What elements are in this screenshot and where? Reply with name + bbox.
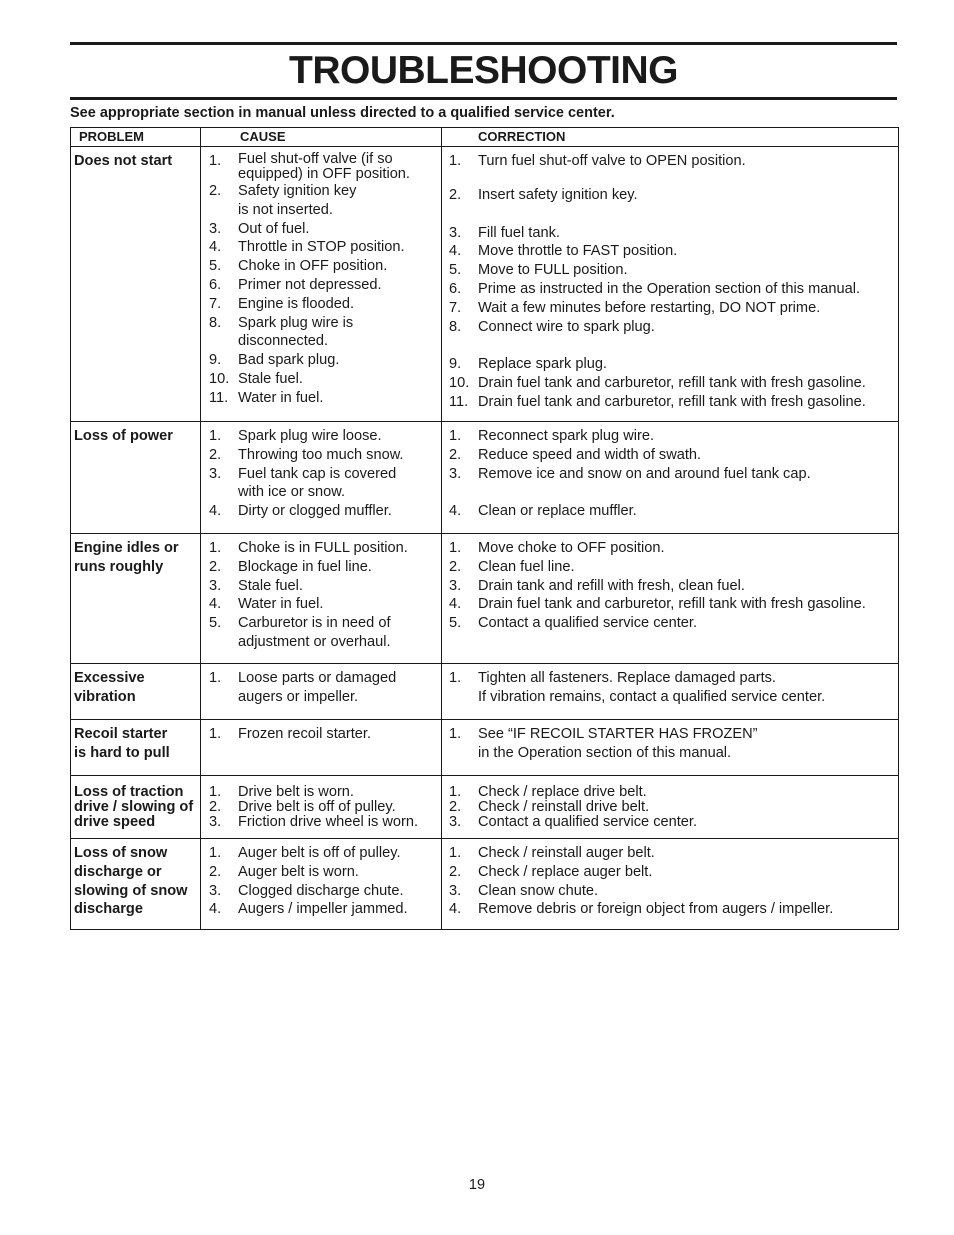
table-header-row [71, 128, 899, 147]
cause-cell [201, 720, 442, 776]
list-item: 3. Fill fuel tank. [449, 224, 560, 241]
problem-header: PROBLEM [71, 128, 201, 147]
list-item: 3. Clean snow chute. [449, 882, 599, 899]
list-item: 2. Drive belt is off of pulley. [209, 799, 396, 815]
correction-cell [442, 422, 899, 534]
list-item: 9. Bad spark plug. [209, 352, 340, 369]
cause-cell [201, 664, 442, 720]
correction-cell [442, 720, 899, 776]
list-item: 1. Frozen recoil starter. [209, 726, 372, 742]
list-item: 10. Stale fuel. [209, 370, 303, 387]
list-item: 4. Remove debris or foreign object from augers / impeller. [449, 901, 834, 918]
list-item: 3. Clogged discharge chute. [209, 882, 404, 899]
list-item: 2. Auger belt is worn. [209, 863, 359, 880]
list-item: 2. Throwing too much snow. [209, 446, 404, 463]
list-item: 1. Move choke to OFF position. [449, 540, 665, 556]
list-item: 1. Reconnect spark plug wire. [449, 428, 655, 444]
table-row [71, 147, 899, 422]
correction-cell [442, 776, 899, 839]
list-item: 1. Choke is in FULL position. [209, 540, 408, 556]
list-item: 1. Drive belt is worn. [209, 784, 354, 800]
correction-header: CORRECTION [442, 128, 899, 147]
cause-cell [201, 422, 442, 534]
list-item: 10. Drain fuel tank and carburetor, refill tank with fresh gasoline. [449, 374, 866, 391]
problem-cell: Recoil starter is hard to pull [71, 720, 201, 776]
list-item: 5. Choke in OFF position. [209, 258, 388, 275]
list-item: 2. Safety ignition key is not inserted. [209, 183, 357, 218]
table-row [71, 776, 899, 839]
top-rule [70, 42, 897, 45]
list-item: 1. Auger belt is off of pulley. [209, 845, 401, 861]
problem-cell: Loss of power [71, 422, 201, 534]
list-item: 4. Dirty or clogged muffler. [209, 503, 392, 520]
problem-cell: Does not start [71, 147, 201, 422]
problem-cell: Loss of traction drive / slowing of drive speed [71, 776, 201, 839]
list-item: 1. Tighten all fasteners. Replace damaged parts. If vibration remains, contact a qualified service center. [449, 670, 826, 705]
list-item: 5. Contact a qualified service center. [449, 615, 698, 632]
list-item: 4. Augers / impeller jammed. [209, 901, 408, 918]
list-item: 3. Stale fuel. [209, 577, 303, 594]
problem-cell: Engine idles or runs roughly [71, 534, 201, 664]
table-row [71, 664, 899, 720]
list-item: 1. Turn fuel shut-off valve to OPEN position. [449, 153, 746, 169]
cause-cell [201, 147, 442, 422]
cause-cell [201, 839, 442, 930]
table-row [71, 534, 899, 664]
cause-cell [201, 776, 442, 839]
troubleshooting-table [70, 127, 899, 930]
list-item: 7. Engine is flooded. [209, 295, 355, 312]
correction-cell [442, 534, 899, 664]
list-item: 8. Spark plug wire is disconnected. [209, 314, 354, 350]
list-item: 5. Carburetor is in need of adjustment or overhaul. [209, 615, 391, 650]
list-item: 11. Drain fuel tank and carburetor, refill tank with fresh gasoline. [449, 393, 866, 410]
list-item: 3. Out of fuel. [209, 220, 310, 237]
list-item: 4. Drain fuel tank and carburetor, refill tank with fresh gasoline. [449, 596, 866, 613]
list-item: 1. See “IF RECOIL STARTER HAS FROZEN” in the Operation section of this manual. [449, 726, 758, 761]
list-item: 3. Friction drive wheel is worn. [209, 814, 419, 830]
problem-cell: Loss of snow discharge or slowing of snow discharge [71, 839, 201, 930]
list-item: 9. Replace spark plug. [449, 356, 607, 373]
cause-cell [201, 534, 442, 664]
list-item: 2. Check / reinstall drive belt. [449, 799, 650, 815]
list-item: 5. Move to FULL position. [449, 262, 628, 279]
list-item: 8. Connect wire to spark plug. [449, 318, 655, 335]
list-item: 2. Insert safety ignition key. [449, 187, 638, 203]
list-item: 2. Clean fuel line. [449, 558, 575, 575]
table-row [71, 422, 899, 534]
list-item: 6. Prime as instructed in the Operation section of this manual. [449, 280, 861, 297]
list-item: 1. Spark plug wire loose. [209, 428, 382, 444]
list-item: 1. Fuel shut-off valve (if so equipped) in OFF position. [209, 151, 410, 182]
list-item: 11. Water in fuel. [209, 389, 324, 406]
list-item: 1. Loose parts or damaged augers or impeller. [209, 670, 397, 705]
list-item: 1. Check / replace drive belt. [449, 784, 647, 800]
problem-cell: Excessive vibration [71, 664, 201, 720]
list-item: 2. Reduce speed and width of swath. [449, 446, 702, 463]
table-row [71, 720, 899, 776]
page-number: 19 [468, 1177, 486, 1193]
page-title: TROUBLESHOOTING [289, 49, 678, 92]
list-item: 4. Move throttle to FAST position. [449, 243, 678, 260]
list-item: 2. Check / replace auger belt. [449, 863, 653, 880]
correction-cell [442, 664, 899, 720]
list-item: 1. Check / reinstall auger belt. [449, 845, 655, 861]
list-item: 2. Blockage in fuel line. [209, 558, 372, 575]
list-item: 4. Clean or replace muffler. [449, 503, 637, 520]
list-item: 4. Water in fuel. [209, 596, 324, 613]
cause-header: CAUSE [201, 128, 442, 147]
list-item: 3. Contact a qualified service center. [449, 814, 698, 830]
list-item: 3. Fuel tank cap is covered with ice or snow. [209, 465, 397, 501]
table-row [71, 839, 899, 930]
correction-cell [442, 147, 899, 422]
list-item: 3. Drain tank and refill with fresh, clean fuel. [449, 577, 745, 594]
list-item: 3. Remove ice and snow on and around fuel tank cap. [449, 465, 811, 482]
list-item: 7. Wait a few minutes before restarting, DO NOT prime. [449, 299, 821, 316]
correction-cell [442, 839, 899, 930]
list-item: 6. Primer not depressed. [209, 276, 382, 293]
title-underline [70, 97, 897, 100]
list-item: 4. Throttle in STOP position. [209, 239, 405, 256]
intro-note: See appropriate section in manual unless directed to a qualified service center. [70, 105, 615, 121]
